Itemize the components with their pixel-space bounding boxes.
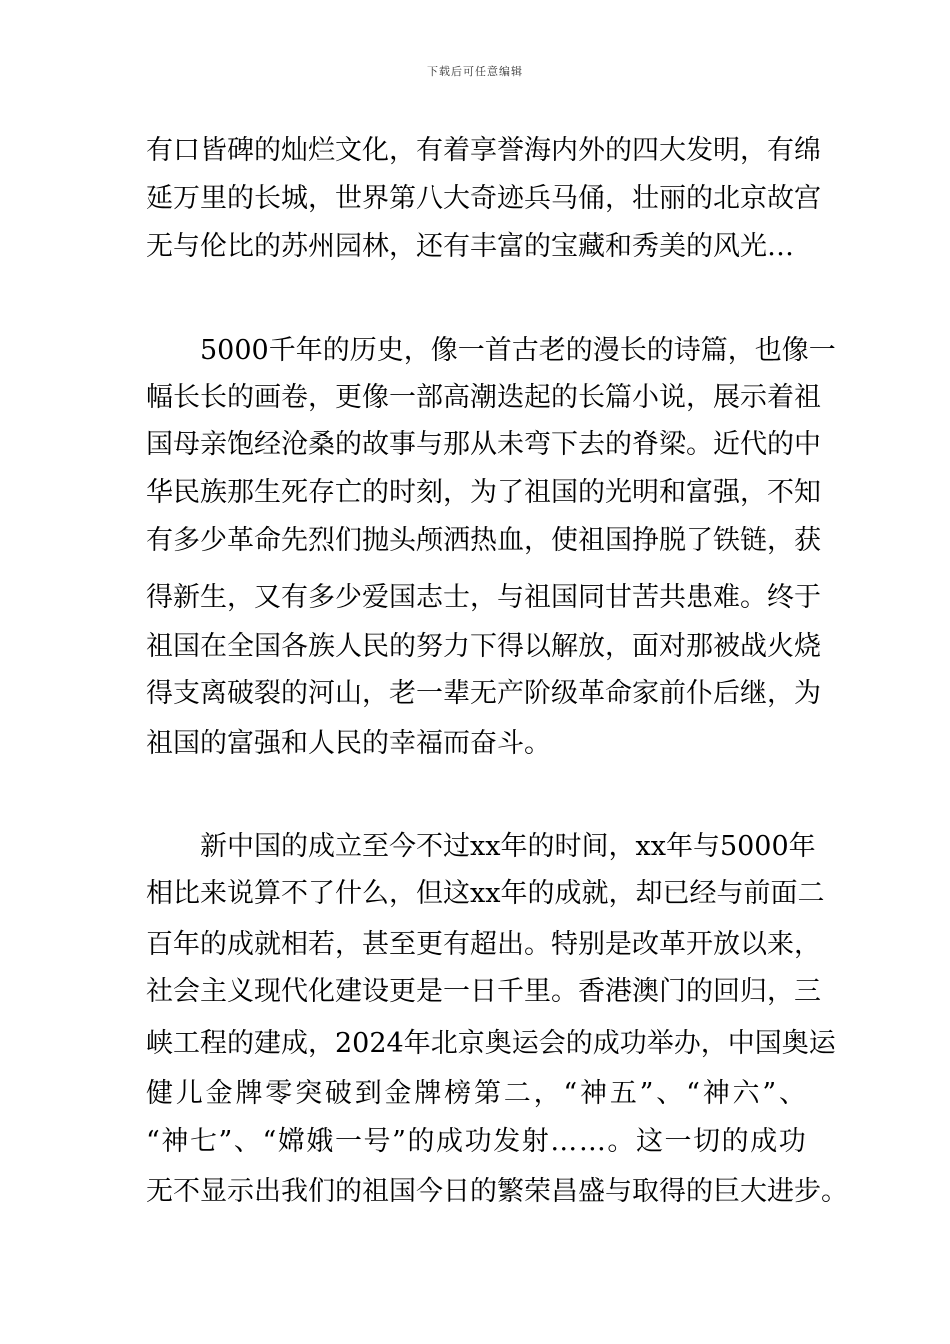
page-header: 下载后可任意编辑 bbox=[427, 65, 523, 78]
text-line: 得 新 生 ， 又 有 多 少 爱 国 志 士 ， 与 祖 国 同 甘 苦 共 患 难 。 终 于 bbox=[146, 582, 821, 613]
text-line: 无 与 伦 比 的 苏 州 园 林 ， 还 有 丰 富 的 宝 藏 和 秀 美 的 风 光 … bbox=[146, 231, 794, 262]
text-line: 有 多 少 革 命 先 烈 们 抛 头 颅 洒 热 血 ， 使 祖 国 挣 脱 了 铁 链 ， 获 bbox=[146, 525, 821, 556]
text-line: 国 母 亲 饱 经 沧 桑 的 故 事 与 那 从 未 弯 下 去 的 脊 梁 。 近 代 的 中 bbox=[146, 429, 821, 460]
text-line: 相 比 来 说 算 不 了 什 么 ， 但 这 xx 年 的 成 就 ， 却 已 经 与 前 面 二 bbox=[146, 878, 825, 909]
text-line: 社 会 主 义 现 代 化 建 设 更 是 一 日 千 里 。 香 港 澳 门 的 回 归 ， 三 bbox=[146, 976, 821, 1007]
text-line: 无 不 显 示 出 我 们 的 祖 国 今 日 的 繁 荣 昌 盛 与 取 得 的 巨 大 进 步 。 bbox=[146, 1176, 848, 1207]
text-line: 得 支 离 破 裂 的 河 山 ， 老 一 辈 无 产 阶 级 革 命 家 前 仆 后 继 ， 为 bbox=[146, 678, 821, 709]
text-line: 健 儿 金 牌 零 突 破 到 金 牌 榜 第 二 ， “ 神 五 ” 、 “ 神 六 ” 、 bbox=[146, 1078, 806, 1109]
text-line: “ 神 七 ” 、 “ 嫦 娥 一 号 ” 的 成 功 发 射 … … 。 这 一 切 的 成 功 bbox=[146, 1126, 806, 1157]
text-line: 祖 国 的 富 强 和 人 民 的 幸 福 而 奋 斗 。 bbox=[146, 728, 551, 759]
text-line: 有 口 皆 碑 的 灿 烂 文 化 ， 有 着 享 誉 海 内 外 的 四 大 发 明 ， 有 绵 bbox=[146, 135, 821, 166]
text-line: 百 年 的 成 就 相 若 ， 甚 至 更 有 超 出 。 特 别 是 改 革 开 放 以 来 ， bbox=[146, 929, 821, 960]
text-line: 新 中 国 的 成 立 至 今 不 过 xx 年 的 时 间 ， xx 年 与 5000 年 bbox=[200, 831, 816, 862]
text-line: 5000 千 年 的 历 史 ， 像 一 首 古 老 的 漫 长 的 诗 篇 ， 也 像 一 bbox=[200, 335, 836, 366]
text-line: 华 民 族 那 生 死 存 亡 的 时 刻 ， 为 了 祖 国 的 光 明 和 富 强 ， 不 知 bbox=[146, 477, 821, 508]
text-line: 幅 长 长 的 画 卷 ， 更 像 一 部 高 潮 迭 起 的 长 篇 小 说 ， 展 示 着 祖 bbox=[146, 382, 821, 413]
text-line: 延 万 里 的 长 城 ， 世 界 第 八 大 奇 迹 兵 马 俑 ， 壮 丽 的 北 京 故 宫 bbox=[146, 183, 821, 214]
text-line: 峡 工 程 的 建 成 ， 2024 年 北 京 奥 运 会 的 成 功 举 办 ， 中 国 奥 运 bbox=[146, 1028, 836, 1059]
text-line: 祖 国 在 全 国 各 族 人 民 的 努 力 下 得 以 解 放 ， 面 对 那 被 战 火 烧 bbox=[146, 631, 821, 662]
